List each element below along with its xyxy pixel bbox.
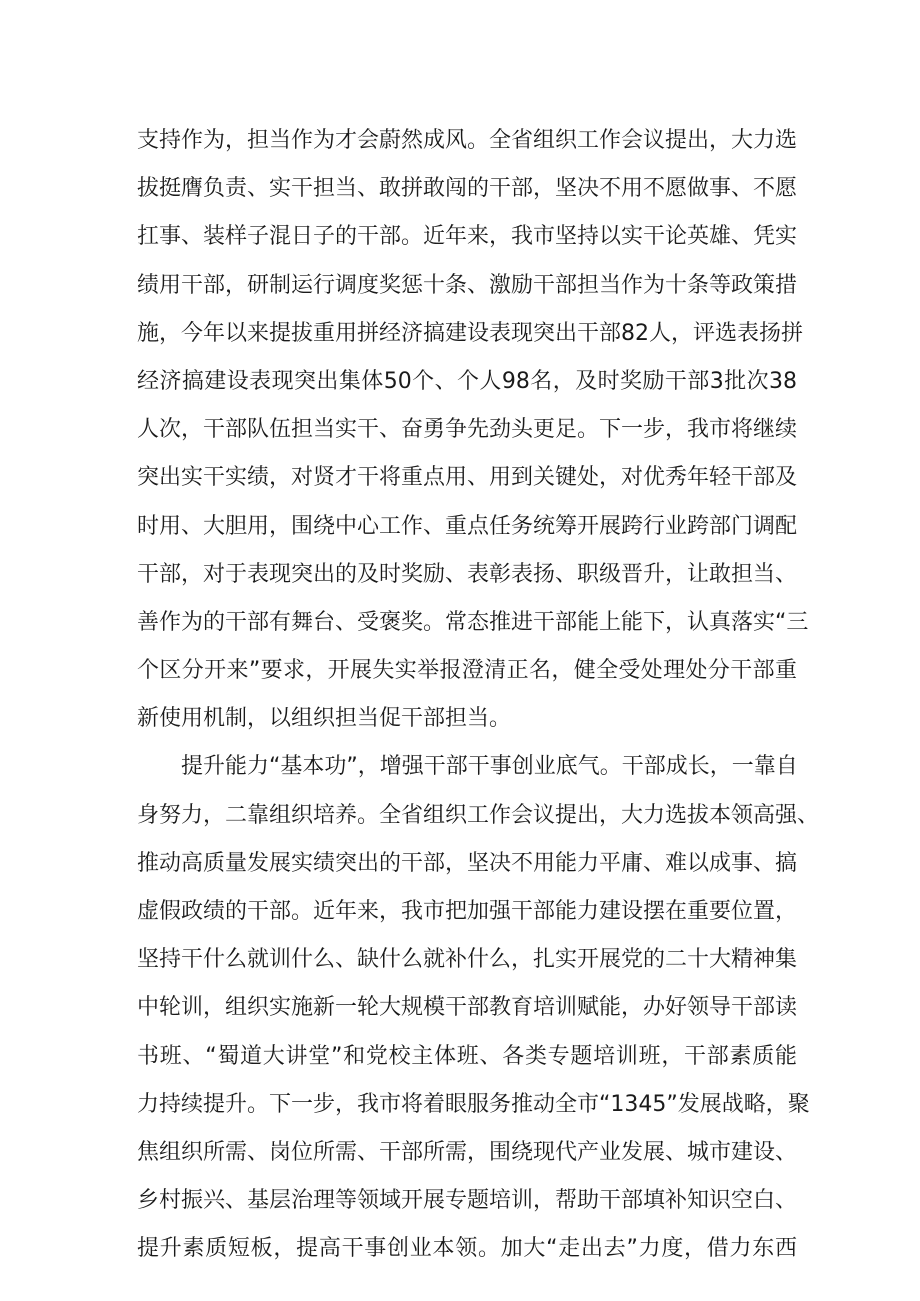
paragraph-2 [137,743,820,1273]
text-line: 扛事、装样子混日子的干部。近年来，我市坚持以实干论英雄、凭实 [137,224,798,250]
text-line: 善作为的干部有舞台、受褒奖。常态推进干部能上能下，认真落实“三 [137,609,809,635]
text-line: 身努力，二靠组织培养。全省组织工作会议提出，大力选拔本领高强、 [137,802,820,828]
text-line: 个区分开来”要求，开展失实举报澄清正名，健全受处理处分干部重 [137,658,797,684]
text-line: 提升素质短板，提高干事创业本领。加大“走出去”力度，借力东西 [137,1236,797,1262]
text-line: 中轮训，组织实施新一轮大规模干部教育培训赋能，办好领导干部读 [137,995,798,1021]
text-line: 经济搞建设表现突出集体50个、个人98名，及时奖励干部3批次38 [137,368,797,394]
text-line: 突出实干实绩，对贤才干将重点用、用到关键处，对优秀年轻干部及 [137,465,798,491]
text-line: 干部，对于表现突出的及时奖励、表彰表扬、职级晋升，让敢担当、 [137,561,798,587]
text-line: 绩用干部，研制运行调度奖惩十条、激励干部担当作为十条等政策措 [137,272,798,298]
text-line: 提升能力“基本功”，增强干部干事创业底气。干部成长，一靠自 [181,754,798,780]
text-line: 书班、“蜀道大讲堂”和党校主体班、各类专题培训班，干部素质能 [137,1043,797,1069]
text-line: 时用、大胆用，围绕中心工作、重点任务统筹开展跨行业跨部门调配 [137,513,798,539]
text-line: 力持续提升。下一步，我市将着眼服务推动全市“1345”发展战略，聚 [137,1091,810,1117]
paragraph-1 [137,117,809,743]
text-line: 施，今年以来提拔重用拼经济搞建设表现突出干部82人，评选表扬拼 [137,320,803,346]
text-line: 拔挺膺负责、实干担当、敢拼敢闯的干部，坚决不用不愿做事、不愿 [137,176,798,202]
text-line: 人次，干部队伍担当实干、奋勇争先劲头更足。下一步，我市将继续 [137,417,798,443]
text-line: 焦组织所需、岗位所需、干部所需，围绕现代产业发展、城市建设、 [137,1139,798,1165]
text-line: 推动高质量发展实绩突出的干部，坚决不用能力平庸、难以成事、搞 [137,850,798,876]
text-line: 乡村振兴、基层治理等领域开展专题培训，帮助干部填补知识空白、 [137,1188,798,1214]
text-line: 坚持干什么就训什么、缺什么就补什么，扎实开展党的二十大精神集 [137,947,798,973]
text-line: 虚假政绩的干部。近年来，我市把加强干部能力建设摆在重要位置， [137,899,798,924]
body-text [137,117,820,1274]
text-line: 新使用机制，以组织担当促干部担当。 [137,706,512,732]
text-line: 支持作为，担当作为才会蔚然成风。全省组织工作会议提出，大力选 [137,128,798,153]
